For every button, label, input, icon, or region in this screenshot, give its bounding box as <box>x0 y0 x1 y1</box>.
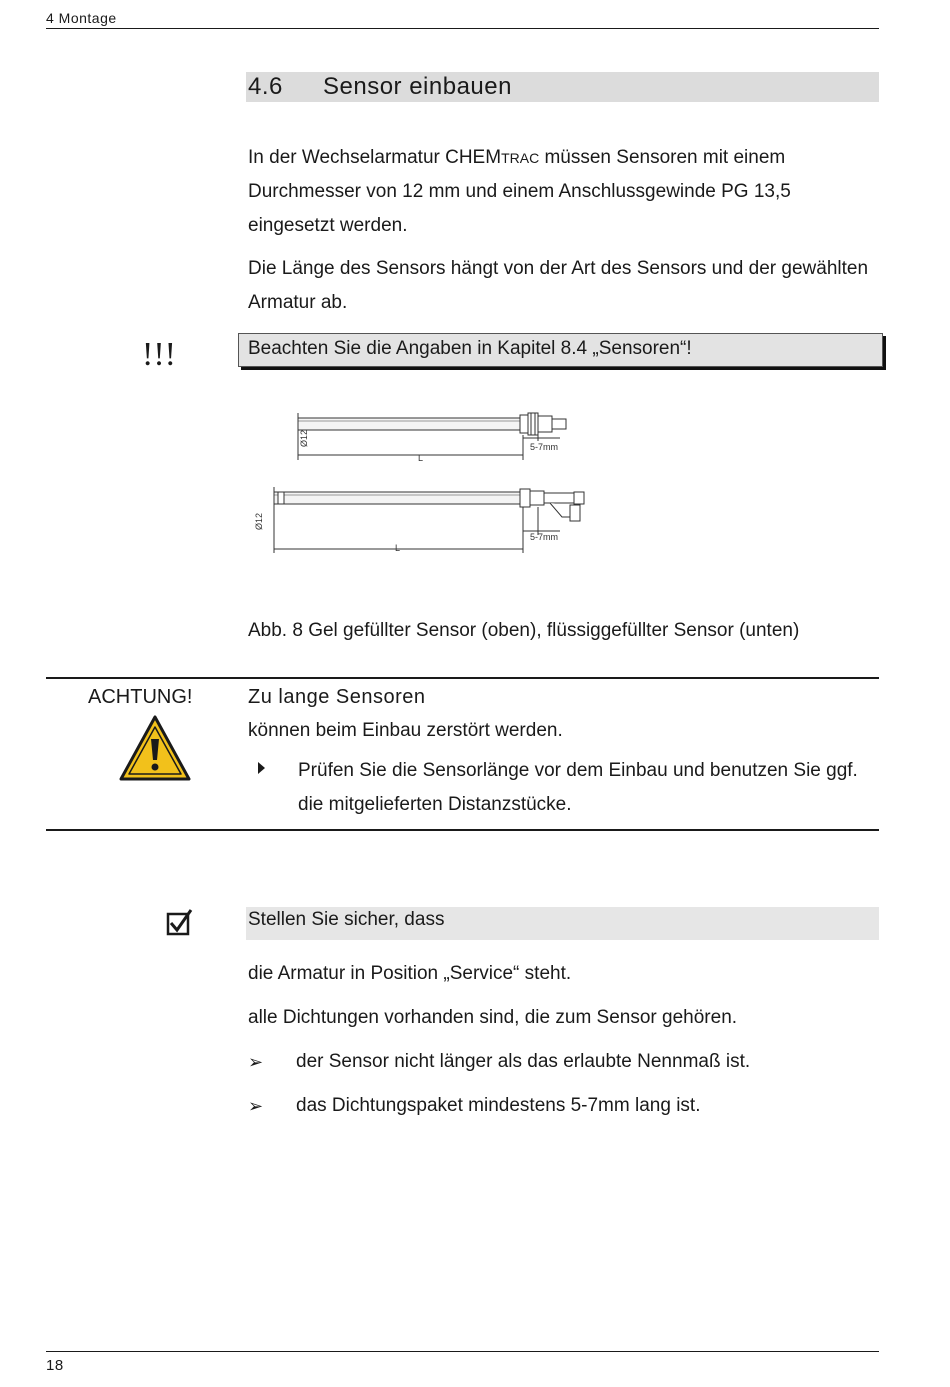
bottom-range-label: 5-7mm <box>530 532 559 542</box>
warning-label: ACHTUNG! <box>88 686 193 708</box>
checklist-item: die Armatur in Position „Service“ steht. <box>248 963 572 984</box>
checklist-bullet: das Dichtungspaket mindestens 5-7mm lang ist. <box>296 1095 701 1116</box>
checklist-title: Stellen Sie sicher, dass <box>248 909 445 930</box>
running-header: 4 Montage <box>46 10 117 26</box>
page-number: 18 <box>46 1357 64 1374</box>
warning-heading: Zu lange Sensoren <box>248 686 426 708</box>
note-marker: !!! <box>142 336 176 373</box>
warning-top-rule <box>46 677 879 679</box>
arrow-bullet-icon: ➢ <box>248 1052 264 1072</box>
warning-text: können beim Einbau zerstört werden. <box>248 720 563 741</box>
top-range-label: 5-7mm <box>530 442 559 452</box>
liquid-sensor-drawing <box>274 487 584 553</box>
note-text: Beachten Sie die Angaben in Kapitel 8.4 „Sensoren“! <box>248 338 692 359</box>
section-number: 4.6 <box>248 73 283 100</box>
warning-bottom-rule <box>46 829 879 831</box>
intro-paragraph-1: In der Wechselarmatur CHEMTRAC müssen Sensoren mit einem Durchmesser von 12 mm und einem Anschlussgewinde PG 13,5 eingesetzt werden. <box>248 147 791 236</box>
checklist-bullet: der Sensor nicht länger als das erlaubte Nennmaß ist. <box>296 1051 751 1072</box>
warning-step: Prüfen Sie die Sensorlänge vor dem Einbau und benutzen Sie ggf. die mitgelieferten Distanzstücke. <box>298 760 858 815</box>
checklist-item: alle Dichtungen vorhanden sind, die zum Sensor gehören. <box>248 1007 738 1028</box>
footer-rule <box>46 1351 879 1352</box>
intro-paragraph-2: Die Länge des Sensors hängt von der Art des Sensors und der gewählten Armatur ab. <box>248 258 869 313</box>
gel-sensor-drawing <box>298 413 566 460</box>
sensor-drawing <box>240 405 620 565</box>
bottom-length-label: L <box>395 543 401 553</box>
section-title: Sensor einbauen <box>323 73 512 100</box>
bottom-diameter-label: Ø12 <box>254 512 264 530</box>
warning-triangle-icon <box>118 714 192 782</box>
figure-caption: Abb. 8 Gel gefüllter Sensor (oben), flüssiggefüllter Sensor (unten) <box>248 620 800 641</box>
header-rule <box>46 28 879 29</box>
arrow-bullet-icon: ➢ <box>248 1096 264 1116</box>
checkbox-icon <box>166 908 194 936</box>
triangle-bullet-icon <box>257 761 267 775</box>
top-length-label: L <box>418 453 424 463</box>
top-diameter-label: Ø12 <box>299 429 309 447</box>
